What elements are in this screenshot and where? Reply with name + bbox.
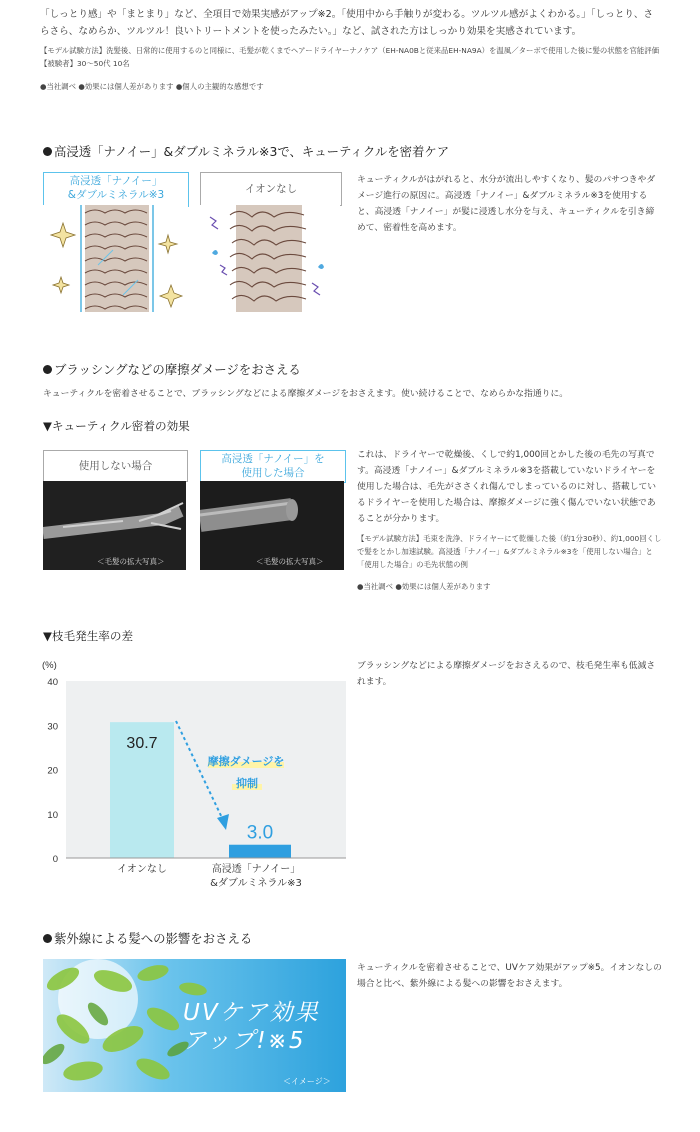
label-used: 高浸透「ナノイー」を 使用した場合 — [200, 450, 346, 483]
cuticle-text: キューティクルがはがれると、水分が流出しやすくなり、髪のパサつきやダメージ進行の原因に。高浸透「ナノイー」&ダブルミネラル※3を使用すると、高浸透「ナノイー」が髪に浸透し水分を与え、キューティクルを引き締めて、密着性を高めます。 — [357, 175, 656, 233]
hair-cuticle-with-illustration — [43, 205, 188, 312]
brushing-text: キューティクルを密着させることで、ブラッシングなどによる摩擦ダメージをおさえます。使い続けることで、なめらかな指通りに。 — [43, 389, 569, 399]
brushing-notes: ●当社調べ ●効果には個人差があります — [357, 582, 491, 591]
hair-cuticle-without-illustration — [200, 205, 340, 312]
split-end-chart — [30, 652, 350, 902]
uv-banner-title: UVケア効果 アップ!※5 — [183, 1000, 320, 1054]
chart-y-unit: (%) — [42, 660, 57, 671]
intro-paragraph: 「しっとり感」や「まとまり」など、全項目で効果実感がアップ※2。「使用中から手触りが変わる。ツルツル感がよくわかる。」「しっとり、さらさら、なめらか、ツルツル！良いトリートメントを使ったみたい。」など、試された方はしっかり効果を実感されています。 — [40, 9, 654, 37]
uv-heading: 紫外線による髪への影響をおさえる — [43, 929, 252, 947]
label-without-ion: イオンなし — [200, 172, 342, 206]
chart-annotation-line2: 抑制 — [236, 777, 258, 790]
chart-data-label: 3.0 — [246, 822, 274, 844]
chart-y-tick-label: 20 — [47, 765, 58, 777]
cuticle-effect-subheading: ▼キューティクル密着の効果 — [43, 419, 190, 433]
chart-bar — [229, 845, 291, 858]
uv-banner — [43, 959, 346, 1092]
split-subheading: ▼枝毛発生率の差 — [43, 629, 134, 643]
photo-caption: ＜毛髪の拡大写真＞ — [97, 557, 165, 566]
chart-y-tick-label: 40 — [47, 677, 58, 688]
chart-category-label: &ダブルミネラル※3 — [210, 878, 302, 889]
label-unused: 使用しない場合 — [43, 450, 188, 482]
chart-y-tick-label: 0 — [52, 854, 58, 865]
intro-method: 【モデル試験方法】洗髪後、日常的に使用するのと同様に、毛髪が乾くまでヘアードライヤーナノケア（EH-NA0Bと従来品EH-NA9A）を温風／ターボで使用した後に髪の状態を官能評価 【被験者】30〜50代 10名 — [40, 46, 667, 68]
photo-caption: ＜毛髪の拡大写真＞ — [256, 557, 324, 566]
chart-data-label: 30.7 — [126, 735, 158, 753]
chart-annotation-line1: 摩擦ダメージを — [207, 755, 285, 768]
label-with-nanoe: 高浸透「ナノイー」 &ダブルミネラル※3 — [43, 172, 189, 207]
hair-photo-unused — [43, 481, 186, 570]
intro-notes: ●当社調べ ●効果には個人差があります ●個人の主観的な感想です — [40, 82, 264, 91]
brushing-heading: ブラッシングなどの摩擦ダメージをおさえる — [43, 360, 301, 378]
chart-category-label: イオンなし — [117, 864, 167, 875]
brushing-method: 【モデル試験方法】毛束を洗浄、ドライヤーにて乾燥した後（約1分30秒）、約1,000回くしで髪をとかし加速試験。高浸透「ナノイー」&ダブルミネラル※3を「使用しない場合」と「使用した場合」の毛先状態の例 — [357, 534, 662, 569]
bullet-icon — [43, 365, 52, 374]
uv-banner-caption: ＜イメージ＞ — [283, 1077, 331, 1086]
chart-y-tick-label: 30 — [47, 721, 58, 733]
bullet-icon — [43, 147, 52, 156]
chart-category-label: 高浸透「ナノイー」 — [211, 864, 301, 875]
chart-y-tick-label: 10 — [47, 809, 58, 821]
bullet-icon — [43, 934, 52, 943]
cuticle-heading: 高浸透「ナノイー」&ダブルミネラル※3で、キューティクルを密着ケア — [43, 142, 449, 160]
brushing-desc: これは、ドライヤーで乾燥後、くしで約1,000回とかした後の毛先の写真です。高浸透「ナノイー」&ダブルミネラル※3を搭載していないドライヤーを使用した場合は、毛先がささくれ傷んでしまっているのに対し、搭載しているドライヤーを使用した場合は、摩擦ダメージに強く傷んでいない状態であることが分かります。 — [357, 450, 657, 524]
hair-photo-used — [200, 481, 344, 570]
uv-text: キューティクルを密着させることで、UVケア効果がアップ※5。イオンなしの場合と比べ、紫外線による髪への影響をおさえます。 — [357, 963, 662, 989]
split-text: ブラッシングなどによる摩擦ダメージをおさえるので、枝毛発生率も低減されます。 — [357, 661, 656, 687]
chart-plot-bg — [66, 681, 346, 858]
